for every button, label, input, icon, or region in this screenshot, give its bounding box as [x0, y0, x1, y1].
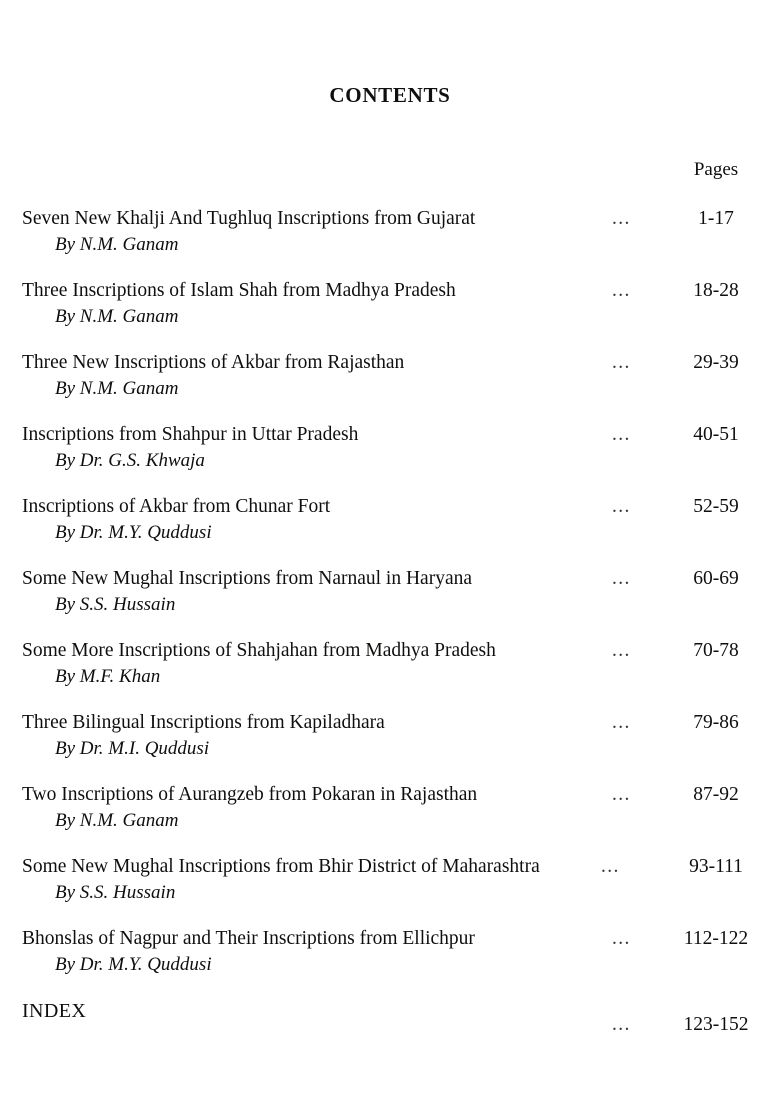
toc-leader-dots: ...: [612, 208, 631, 229]
toc-entry-title[interactable]: Three Inscriptions of Islam Shah from Madhya Pradesh: [22, 280, 456, 301]
toc-leader-dots: ...: [612, 640, 631, 661]
toc-entry-page-range[interactable]: 70-78: [693, 640, 739, 661]
toc-entry-author: By N.M. Ganam: [55, 234, 179, 255]
toc-entry[interactable]: [0, 709, 780, 781]
toc-entry-title[interactable]: Some New Mughal Inscriptions from Narnaul in Haryana: [22, 568, 473, 589]
toc-entry[interactable]: [0, 421, 780, 493]
toc-entry-title[interactable]: INDEX: [22, 1000, 87, 1022]
toc-entry-page-range[interactable]: 93-111: [689, 856, 743, 877]
toc-entry-page-range[interactable]: 123-152: [683, 1014, 749, 1035]
toc-entry-author: By M.F. Khan: [55, 666, 161, 687]
toc-entry-title[interactable]: Some More Inscriptions of Shahjahan from Madhya Pradesh: [22, 640, 496, 661]
toc-entry-author: By Dr. G.S. Khwaja: [55, 450, 205, 471]
toc-leader-dots: ...: [612, 280, 631, 301]
toc-leader-dots: ...: [612, 352, 631, 373]
toc-leader-dots: ...: [612, 928, 631, 949]
toc-entry[interactable]: [0, 493, 780, 565]
toc-entry[interactable]: [0, 781, 780, 853]
toc-entry-page-range[interactable]: 29-39: [693, 352, 739, 373]
toc-entry-title[interactable]: Some New Mughal Inscriptions from Bhir District of Maharashtra: [22, 856, 540, 877]
toc-entry-author: By Dr. M.I. Quddusi: [55, 738, 210, 759]
toc-entry[interactable]: [0, 853, 780, 925]
toc-entry-title[interactable]: Three Bilingual Inscriptions from Kapiladhara: [22, 712, 385, 733]
toc-entry-author: By S.S. Hussain: [55, 594, 176, 615]
toc-entry-page-range[interactable]: 87-92: [693, 784, 739, 805]
toc-entry-author: By Dr. M.Y. Quddusi: [55, 954, 212, 975]
toc-entry-title[interactable]: Inscriptions from Shahpur in Uttar Pradesh: [22, 424, 359, 445]
toc-leader-dots: ...: [612, 568, 631, 589]
toc-entry-page-range[interactable]: 40-51: [693, 424, 739, 445]
toc-entry-author: By N.M. Ganam: [55, 378, 179, 399]
toc-entry[interactable]: [0, 277, 780, 349]
toc-entry-title[interactable]: Three New Inscriptions of Akbar from Rajasthan: [22, 352, 405, 373]
toc-leader-dots: ...: [601, 856, 620, 877]
toc-leader-dots: ...: [612, 1014, 631, 1035]
toc-entry[interactable]: [0, 205, 780, 277]
toc-entry-page-range[interactable]: 79-86: [693, 712, 739, 733]
toc-entry-main-row: [0, 997, 780, 1035]
toc-entry-title[interactable]: Two Inscriptions of Aurangzeb from Pokaran in Rajasthan: [22, 784, 478, 805]
toc-entry[interactable]: [0, 637, 780, 709]
toc-entry-page-range[interactable]: 112-122: [683, 928, 749, 949]
toc-leader-dots: ...: [612, 424, 631, 445]
table-of-contents-list: [0, 205, 780, 1043]
page-title: CONTENTS: [329, 83, 451, 107]
toc-entry-author: By N.M. Ganam: [55, 306, 179, 327]
pages-column-header: Pages: [693, 159, 739, 180]
toc-entry-author: By S.S. Hussain: [55, 882, 176, 903]
toc-entry-page-range[interactable]: 1-17: [698, 208, 734, 229]
toc-leader-dots: ...: [612, 784, 631, 805]
toc-entry-page-range[interactable]: 60-69: [693, 568, 739, 589]
toc-entry-page-range[interactable]: 52-59: [693, 496, 739, 517]
toc-entry[interactable]: [0, 565, 780, 637]
toc-entry-title[interactable]: Seven New Khalji And Tughluq Inscriptions from Gujarat: [22, 208, 476, 229]
toc-entry-page-range[interactable]: 18-28: [693, 280, 739, 301]
toc-entry[interactable]: [0, 925, 780, 997]
toc-entry-title[interactable]: Bhonslas of Nagpur and Their Inscriptions from Ellichpur: [22, 928, 475, 949]
toc-entry-title[interactable]: Inscriptions of Akbar from Chunar Fort: [22, 496, 331, 517]
toc-entry-author: By N.M. Ganam: [55, 810, 179, 831]
toc-leader-dots: ...: [612, 496, 631, 517]
toc-entry-author: By Dr. M.Y. Quddusi: [55, 522, 212, 543]
toc-leader-dots: ...: [612, 712, 631, 733]
toc-entry[interactable]: [0, 349, 780, 421]
toc-entry-index[interactable]: [0, 997, 780, 1043]
